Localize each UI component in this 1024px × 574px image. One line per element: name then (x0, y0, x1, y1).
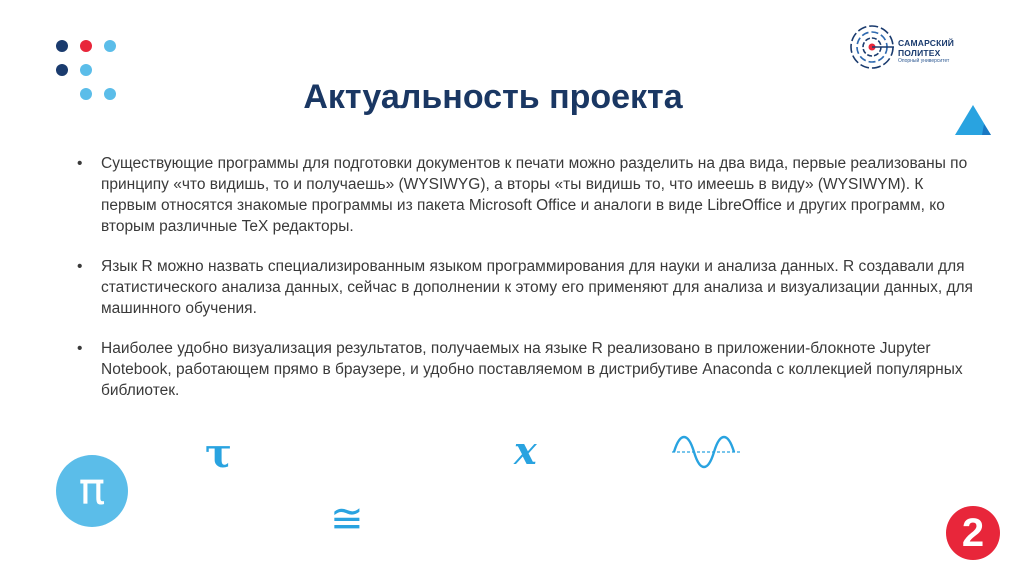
list-item (75, 153, 975, 237)
list-item (75, 338, 975, 401)
dot (56, 40, 68, 52)
dot (104, 40, 116, 52)
bullet-list (75, 153, 975, 420)
logo-text (898, 38, 954, 65)
pi-icon: π (78, 464, 106, 515)
bullet-text: Существующие программы для подготовки документов к печати можно разделить на два вида, первые реализованы по принципу «что видишь, то и получаешь» (WYSIWYG), а вторы «ты видишь то, что имеешь в виду» (WYSIWYM). К первым относятся знакомые программы из пакета Microsoft Office и аналоги в виде LibreOffice и других программ, ко вторым различные TeX редакторы. (101, 155, 968, 235)
logo-tagline: Опорный университет (898, 58, 950, 64)
triangle-icon (954, 104, 992, 136)
dot (80, 64, 92, 76)
x-symbol-icon: x (514, 428, 537, 473)
dot (80, 40, 92, 52)
logo-name-line2: ПОЛИТЕХ (898, 48, 941, 58)
list-item (75, 256, 975, 319)
bullet-text: Наиболее удобно визуализация результатов, получаемых на языке R реализовано в приложении-блокноте Jupyter Notebook, работающем прямо в браузере, и удобно поставляемом в дистрибутиве Anaconda с коллекцией популярных библиотек. (101, 340, 963, 399)
slide-title: Актуальность проекта (303, 78, 683, 116)
bullet-text: Язык R можно назвать специализированным языком программирования для науки и анализа данных. R создавали для статистического анализа данных, сейчас в дополнении к этому его применяют для анализа и визуализации данных, для машинного обучения. (101, 258, 973, 317)
dot (56, 64, 68, 76)
bullet-mark: • (77, 340, 83, 357)
logo-emblem-icon (848, 22, 896, 72)
approx-symbol-icon: ≅ (330, 496, 364, 542)
samara-polytech-logo (848, 22, 968, 72)
tau-symbol-icon: τ (205, 430, 232, 477)
page-number: 2 (961, 511, 985, 555)
pi-badge (56, 455, 128, 527)
bullet-mark: • (77, 258, 83, 275)
logo-name-line1: САМАРСКИЙ (898, 38, 955, 48)
sine-wave-icon (672, 432, 742, 472)
bullet-mark: • (77, 155, 83, 172)
page-number-badge (946, 506, 1000, 560)
